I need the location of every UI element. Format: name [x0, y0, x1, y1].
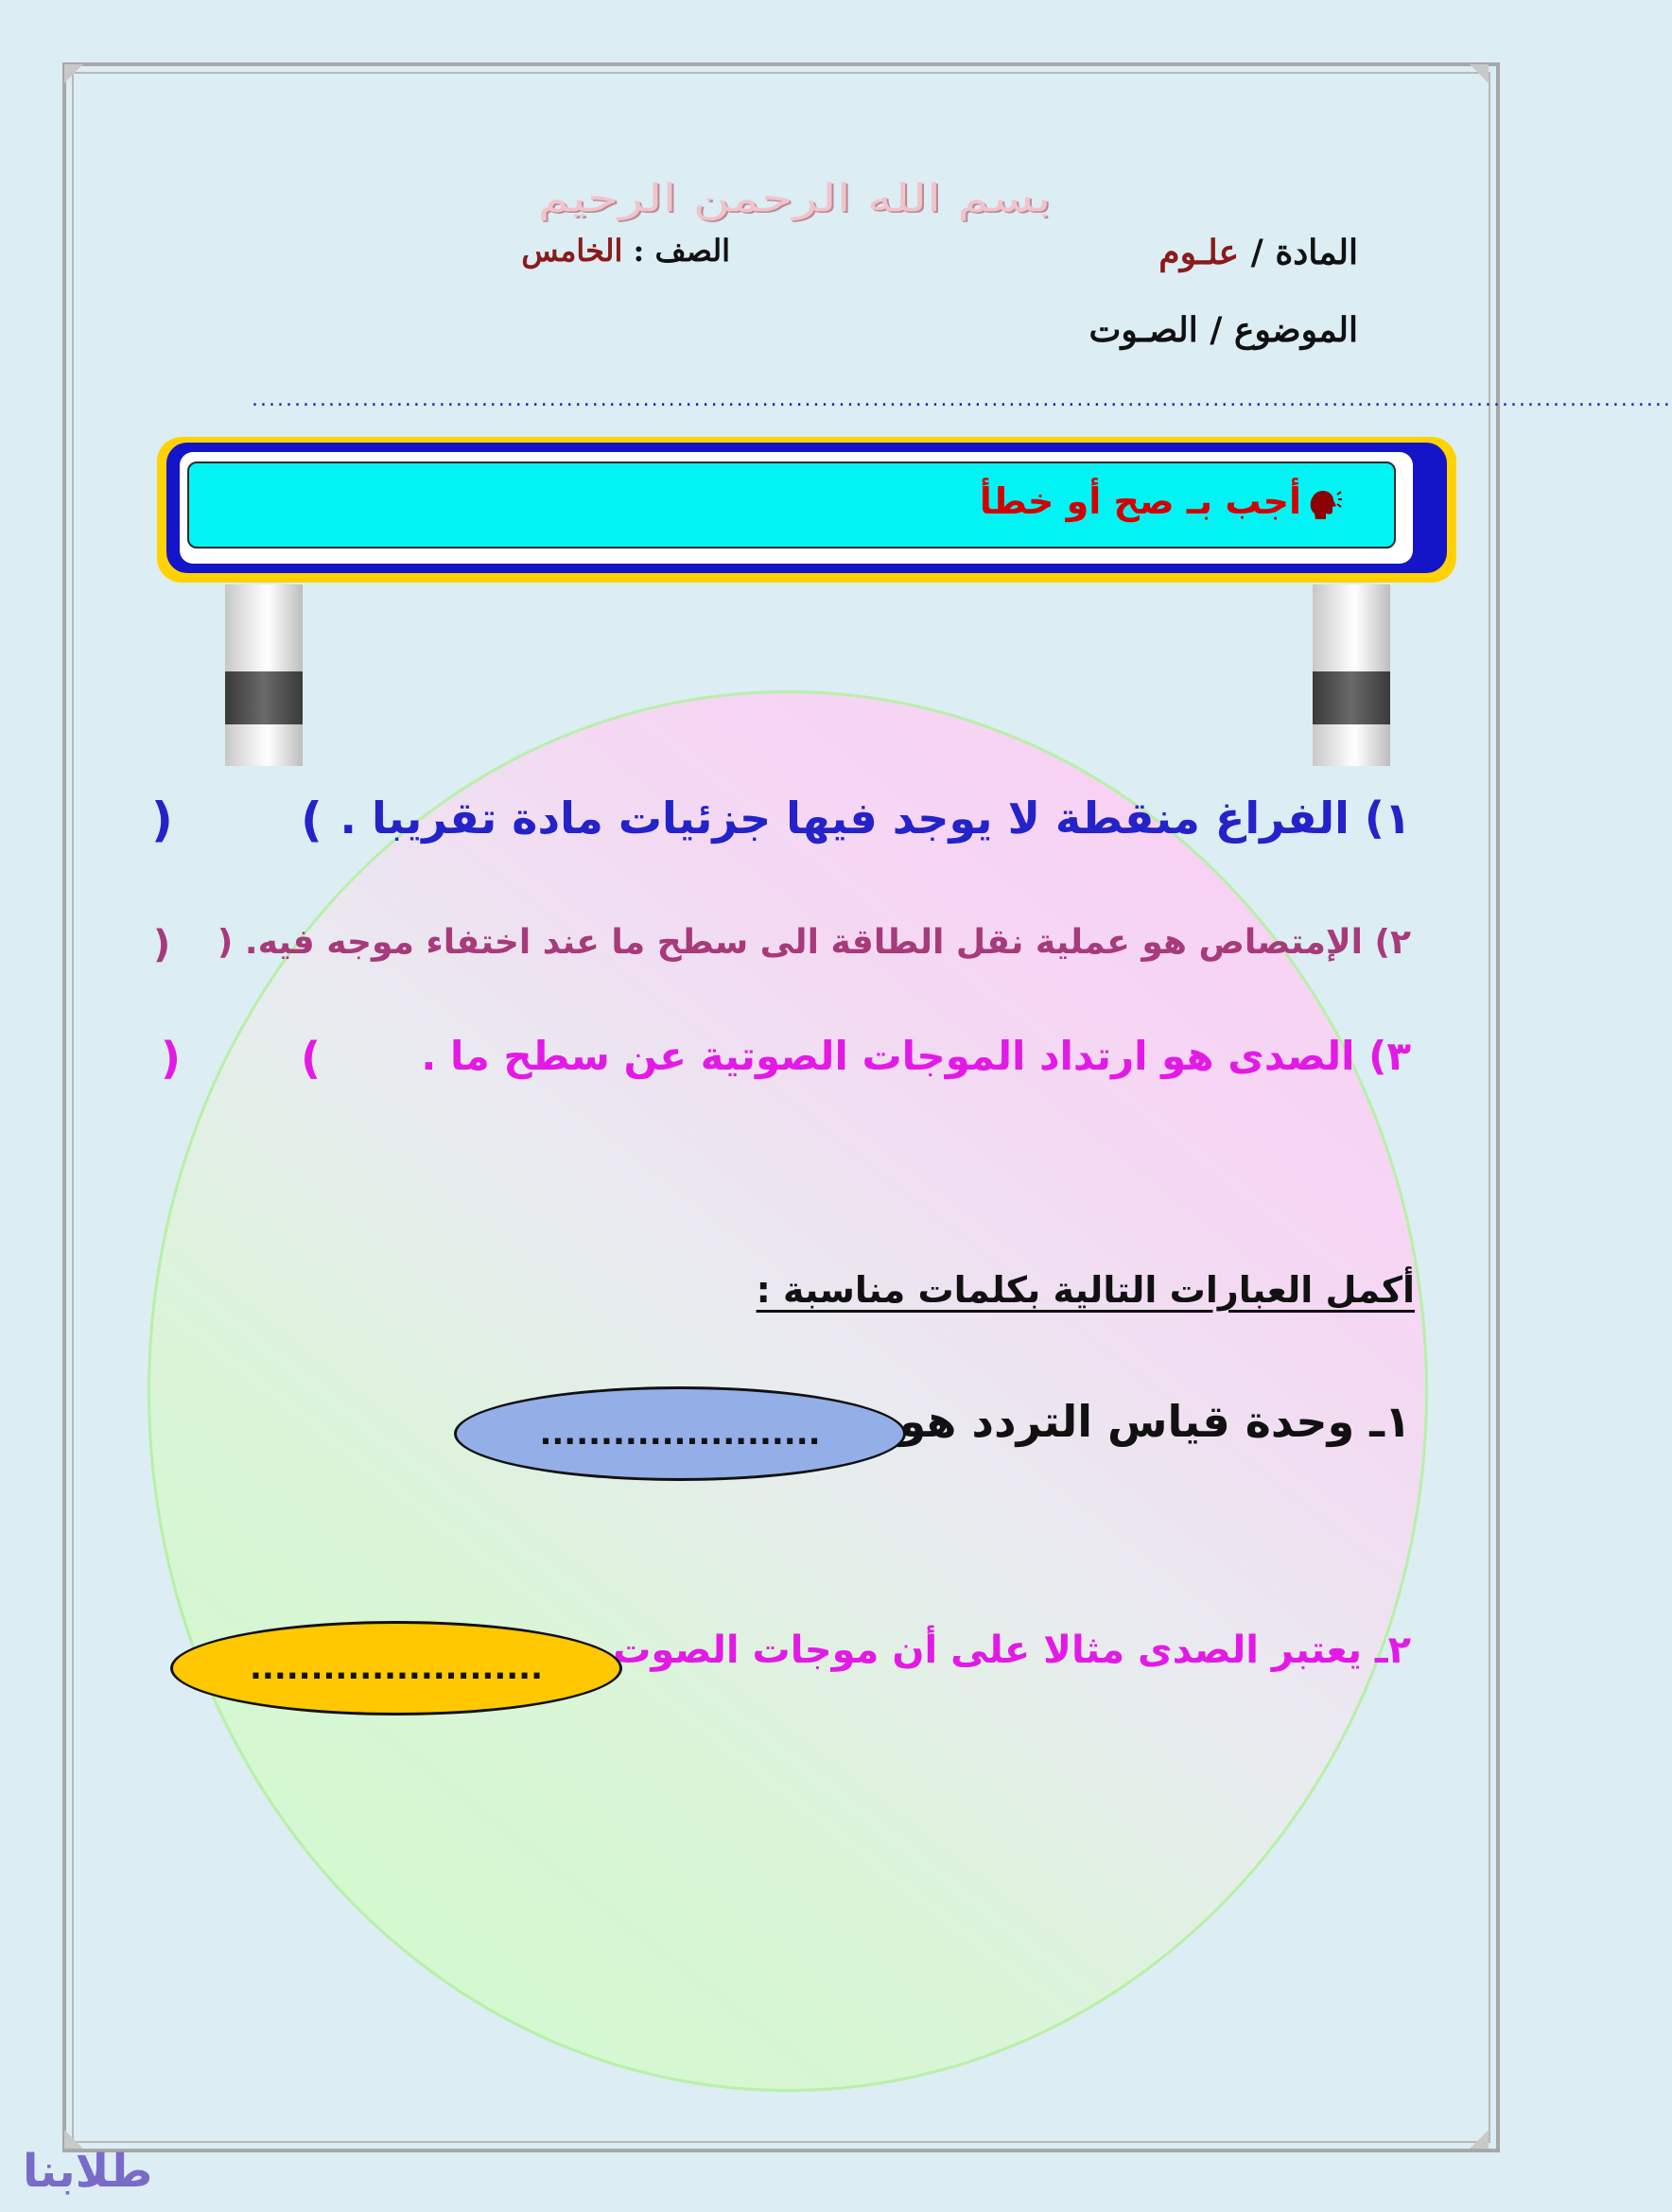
grade-label: الصف : — [633, 233, 730, 269]
subject-value: علـوم — [1158, 233, 1240, 272]
answer-paren-close: ) — [153, 923, 171, 967]
grade-value: الخامس — [521, 233, 623, 269]
answer-blank-2[interactable]: ........................ — [170, 1621, 622, 1716]
question-3: ٣) الصدى هو ارتداد الموجات الصوتية عن سطح ما . — [421, 1033, 1411, 1079]
completion-item-2: ٢ـ يعتبر الصدى مثالا على أن موجات الصوت — [613, 1629, 1411, 1672]
topic-value: الصـوت — [1089, 310, 1198, 350]
banner-title-text: أجب بـ صح أو خطأ — [979, 480, 1301, 522]
answer-paren-close: ) — [161, 1033, 182, 1084]
frame-corner — [1470, 2130, 1489, 2149]
answer-paren-open: ( — [301, 1033, 322, 1084]
basmala: بسم الله الرحمن الرحيم — [537, 175, 1052, 221]
banner-post-left — [225, 584, 303, 766]
frame-corner — [1470, 64, 1489, 83]
dotted-separator: ....................................................................................................................................................................... — [252, 388, 1672, 411]
subject-line — [1158, 233, 1358, 272]
completion-heading: أكمل العبارات التالية بكلمات مناسبة : — [756, 1269, 1415, 1311]
subject-label: المادة / — [1250, 233, 1358, 272]
question-1: ١) الفراغ منقطة لا يوجد فيها جزئيات مادة تقريبا . — [340, 792, 1411, 844]
frame-corner — [64, 64, 83, 83]
banner-post-right — [1313, 584, 1390, 766]
answer-paren-close: ) — [151, 792, 173, 847]
topic-label: الموضوع / — [1210, 310, 1358, 350]
completion-item-1: ١ـ وحدة قياس التردد هو — [898, 1396, 1411, 1447]
answer-blank-1[interactable]: ....................... — [454, 1386, 906, 1481]
site-logo: طلابنا — [23, 2145, 153, 2198]
grade-line — [521, 233, 730, 269]
banner-title — [980, 480, 1343, 523]
speaking-head-icon — [1305, 485, 1343, 523]
answer-paren-open: ( — [301, 792, 322, 847]
topic-line — [1089, 310, 1359, 350]
background-circle — [148, 690, 1428, 2092]
question-2: ٢) الإمتصاص هو عملية نقل الطاقة الى سطح ما عند اختفاء موجه فيه. ( — [217, 923, 1411, 962]
